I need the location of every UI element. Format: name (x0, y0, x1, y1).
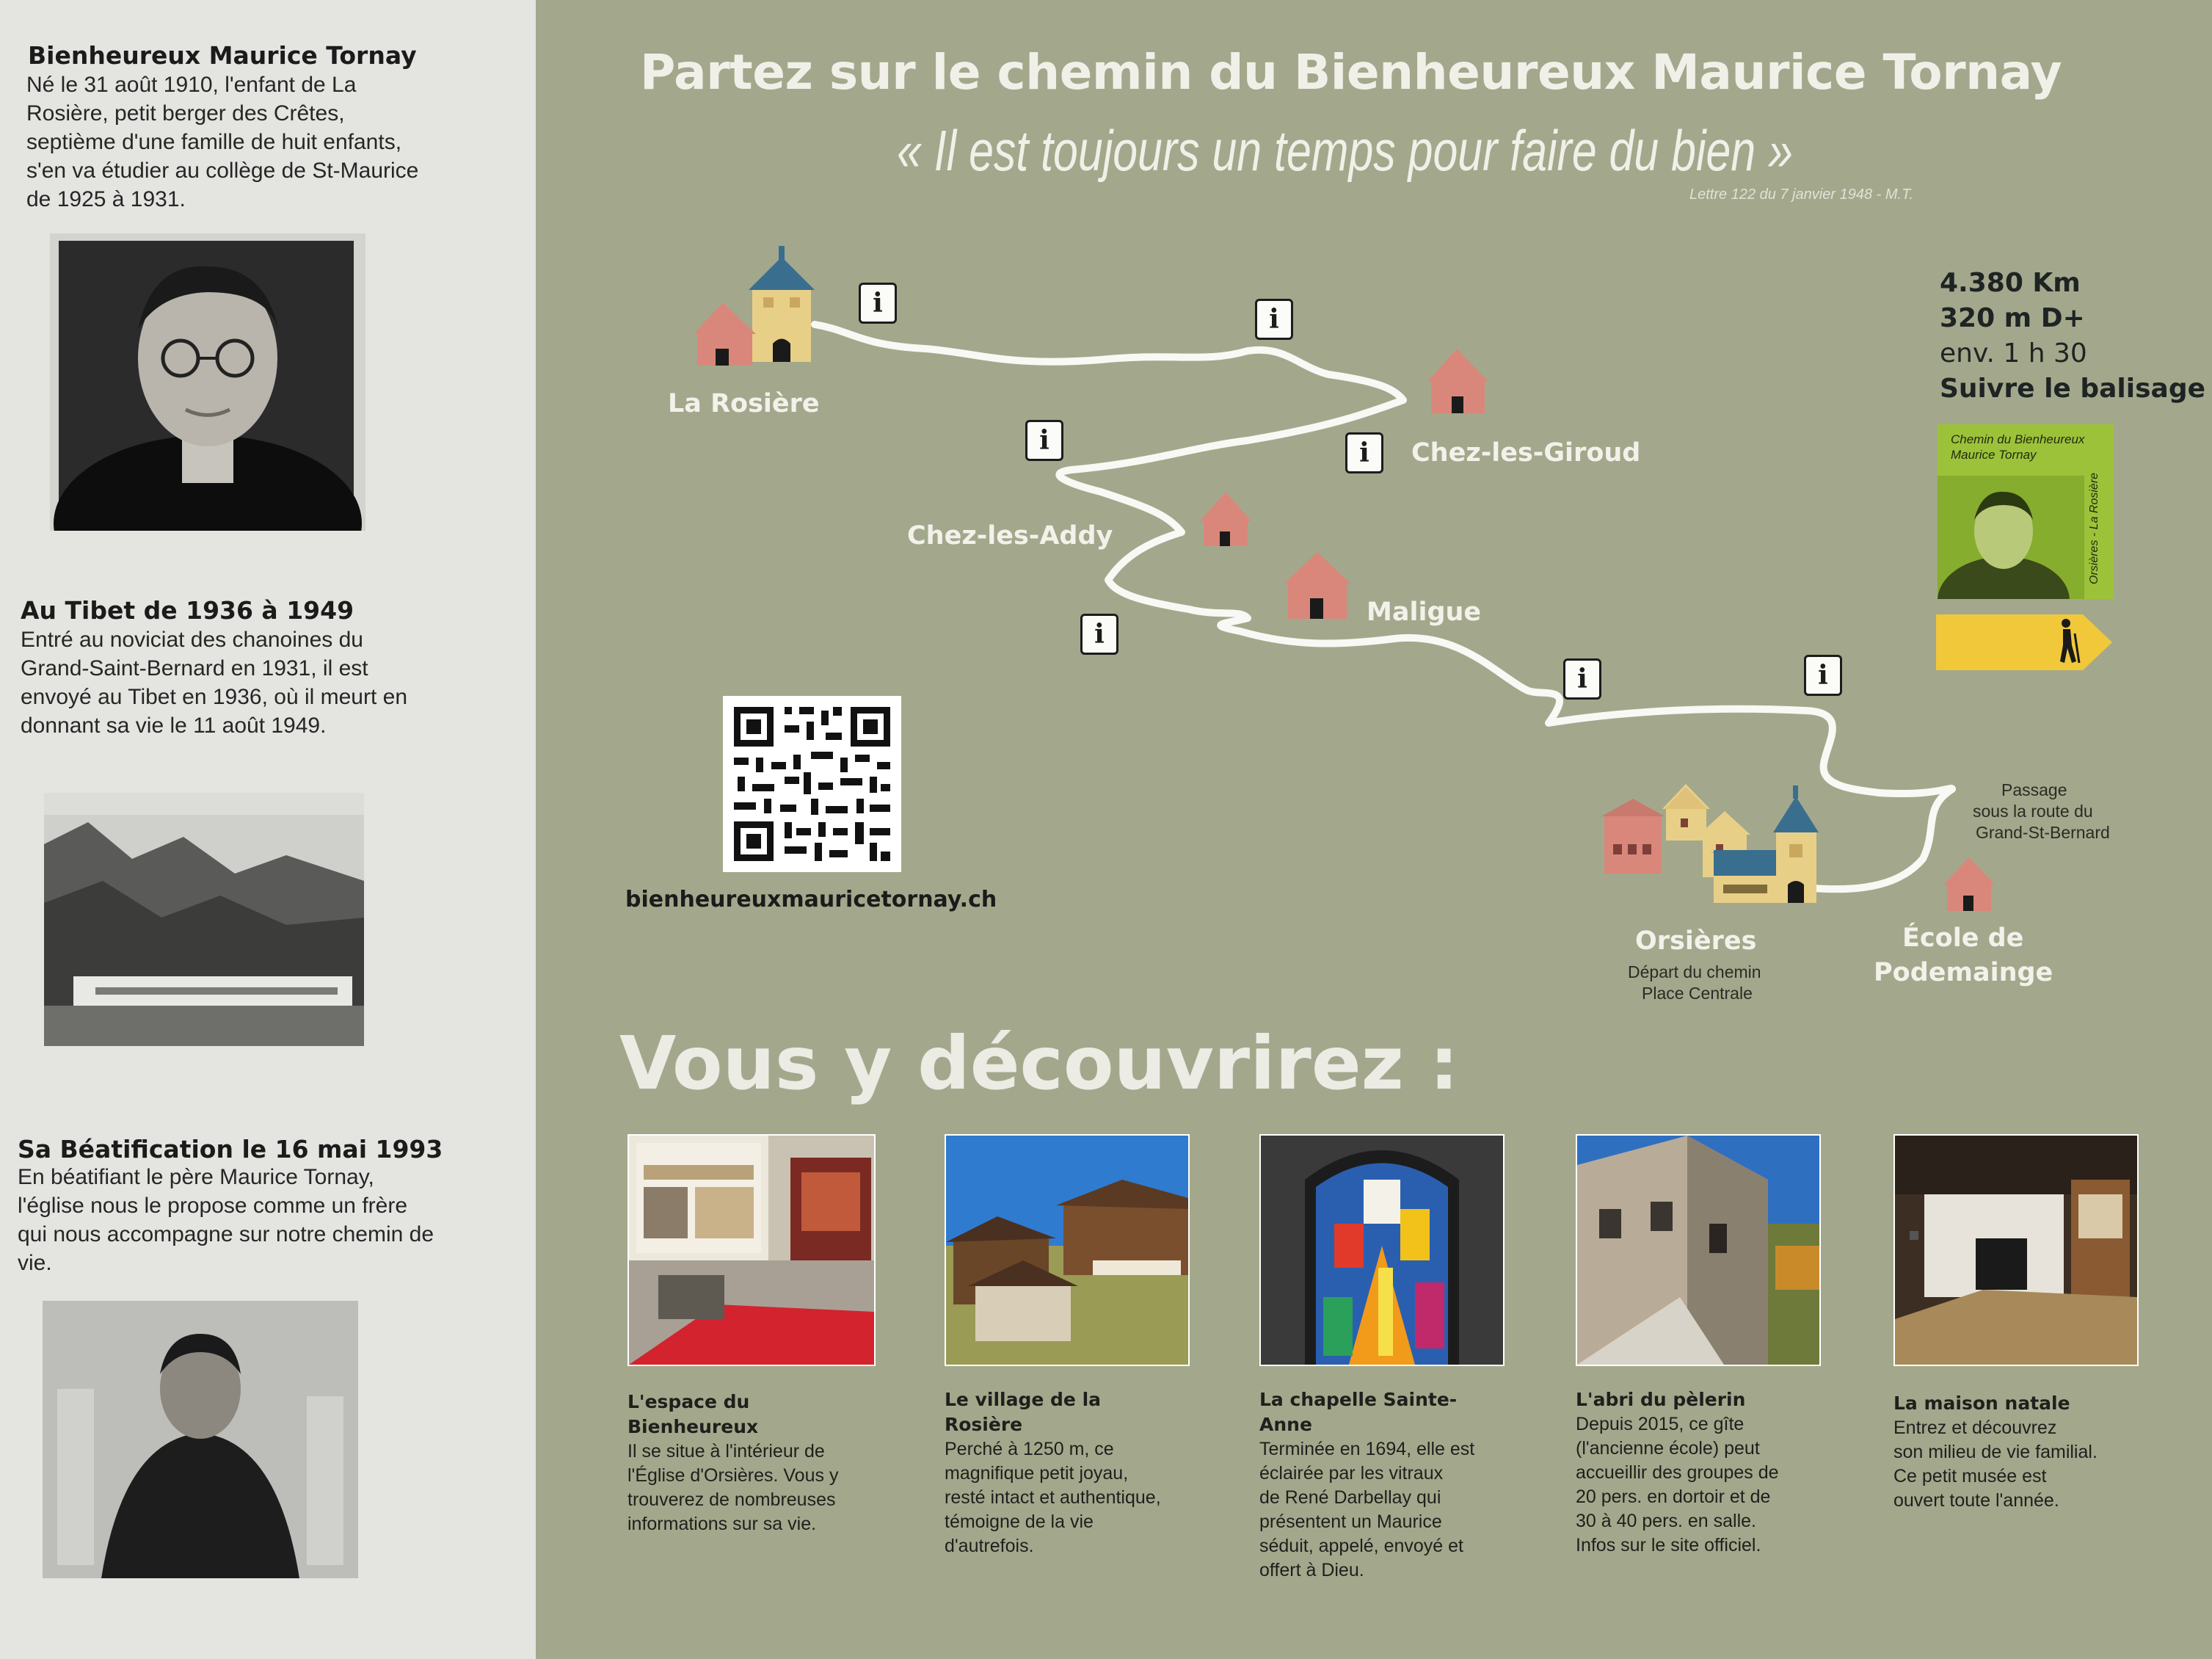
caption-title: Bienheureux (627, 1416, 759, 1437)
caption-line: 20 pers. en dortoir et de (1576, 1486, 1771, 1507)
route-follow: Suivre le balisage (1940, 374, 2206, 404)
info-icon[interactable]: i (1080, 614, 1118, 655)
left-panel (0, 0, 536, 1659)
caption-title: L'espace du (627, 1391, 750, 1412)
portrait-photo (50, 233, 365, 531)
tibet-text: Entré au noviciat des chanoines du Grand-Saint-Bernard en 1931, il est envoyé au Tibet en 1936, où il meurt en donnant sa vie le 11 août 1949. (21, 628, 408, 738)
caption-title: Le village de la (945, 1389, 1102, 1410)
caption-line: son milieu de vie familial. (1893, 1442, 2098, 1462)
caption-line: Ce petit musée est (1893, 1466, 2047, 1486)
page-quote: « Il est toujours un temps pour faire du bien » (897, 118, 1793, 183)
info-icon[interactable]: i (1563, 658, 1601, 700)
photo-village (945, 1134, 1190, 1366)
tibet-title: Au Tibet de 1936 à 1949 (21, 596, 354, 625)
caption-title: L'abri du pèlerin (1576, 1389, 1746, 1410)
place-label-chez-les-addy: Chez-les-Addy (907, 521, 1113, 551)
page-title: Partez sur le chemin du Bienheureux Maurice Tornay (640, 44, 2062, 101)
tibet-photo (44, 793, 364, 1046)
caption-title: La maison natale (1893, 1393, 2070, 1414)
caption-espace (627, 1390, 870, 1536)
place-label-la-rosiere: La Rosière (668, 389, 820, 418)
caption-line: témoigne de la vie (945, 1511, 1094, 1532)
la-rosiere-house (694, 302, 756, 366)
chez-les-addy-house (1200, 492, 1251, 546)
caption-abri (1576, 1387, 1825, 1558)
place-label-ecole: École de (1902, 923, 2024, 953)
trail-sign-line1: Chemin du Bienheureux (1951, 432, 2085, 446)
photo-espace (627, 1134, 876, 1366)
caption-line: Entrez et découvrez (1893, 1417, 2057, 1438)
maligue-house (1284, 552, 1350, 619)
caption-line: 30 à 40 pers. en salle. (1576, 1511, 1756, 1531)
beatification-title: Sa Béatification le 16 mai 1993 (18, 1135, 443, 1164)
info-icon[interactable]: i (1255, 299, 1293, 340)
caption-line: Perché à 1250 m, ce (945, 1439, 1114, 1459)
info-icon[interactable]: i (859, 283, 897, 324)
caption-line: accueillir des groupes de (1576, 1462, 1779, 1483)
trail-sign-portrait (1938, 476, 2084, 599)
photo-chapelle (1259, 1134, 1505, 1366)
caption-line: ouvert toute l'année. (1893, 1490, 2059, 1511)
ecole-podemainge-house (1943, 857, 1995, 911)
place-label-orsieres: Orsières (1635, 926, 1757, 956)
place-label-maligue: Maligue (1367, 598, 1482, 627)
quote-source: Lettre 122 du 7 janvier 1948 - M.T. (1689, 186, 1913, 203)
caption-line: présentent un Maurice (1259, 1511, 1442, 1532)
orsieres-village (1601, 784, 1819, 903)
caption-line: resté intact et authentique, (945, 1487, 1161, 1508)
caption-maison (1893, 1391, 2143, 1513)
caption-village (945, 1387, 1187, 1558)
info-icon[interactable]: i (1345, 432, 1383, 473)
route-elevation: 320 m D+ (1940, 303, 2085, 333)
caption-line: (l'ancienne école) peut (1576, 1438, 1760, 1459)
photo-abri (1576, 1134, 1821, 1366)
la-rosiere-church (749, 246, 815, 362)
caption-line: Depuis 2015, ce gîte (1576, 1414, 1745, 1434)
chez-les-giroud-house (1427, 349, 1488, 413)
trail-sign (1938, 424, 2114, 599)
photo-maison (1893, 1134, 2139, 1366)
caption-title: La chapelle Sainte- (1259, 1389, 1458, 1410)
caption-line: trouverez de nombreuses (627, 1489, 836, 1510)
caption-line: Terminée en 1694, elle est (1259, 1439, 1475, 1459)
caption-line: informations sur sa vie. (627, 1514, 817, 1534)
trail-arrow (1936, 613, 2114, 672)
route-distance: 4.380 Km (1940, 268, 2081, 298)
caption-title: Rosière (945, 1414, 1023, 1435)
place-label-podemainge: Podemainge (1874, 958, 2053, 987)
beatification-image (43, 1301, 358, 1578)
caption-line: l'Église d'Orsières. Vous y (627, 1465, 839, 1486)
caption-line: offert à Dieu. (1259, 1560, 1364, 1580)
qr-code[interactable] (723, 696, 901, 872)
bio-text: Né le 31 août 1910, l'enfant de La Rosière, petit berger des Crêtes, septième d'une famille de huit enfants, s'en va étudier au collège de St-Maurice de 1925 à 1931. (26, 73, 419, 211)
caption-title: Anne (1259, 1414, 1312, 1435)
passage-note: sous la route du (1973, 802, 2093, 821)
caption-line: d'autrefois. (945, 1536, 1034, 1556)
caption-line: séduit, appelé, envoyé et (1259, 1536, 1463, 1556)
beatification-text: En béatifiant le père Maurice Tornay, l'église nous le propose comme un frère qui nous accompagne sur notre chemin de vie. (18, 1165, 434, 1275)
caption-line: Infos sur le site officiel. (1576, 1535, 1761, 1555)
caption-line: de René Darbellay qui (1259, 1487, 1441, 1508)
caption-line: Il se situe à l'intérieur de (627, 1441, 825, 1462)
trail-sign-line2: Maurice Tornay (1951, 448, 2037, 462)
info-icon[interactable]: i (1025, 420, 1063, 461)
orsieres-subtitle: Place Centrale (1642, 984, 1753, 1003)
caption-line: éclairée par les vitraux (1259, 1463, 1444, 1484)
orsieres-subtitle: Départ du chemin (1628, 962, 1761, 981)
website-link[interactable]: bienheureuxmauricetornay.ch (625, 887, 997, 912)
passage-note: Grand-St-Bernard (1976, 823, 2110, 842)
passage-note: Passage (2001, 780, 2067, 799)
caption-line: magnifique petit joyau, (945, 1463, 1129, 1484)
trail-sign-vertical: Orsières - La Rosière (2088, 472, 2100, 584)
place-label-chez-les-giroud: Chez-les-Giroud (1411, 438, 1641, 468)
bio-title: Bienheureux Maurice Tornay (28, 41, 417, 70)
discover-title: Vous y découvrirez : (619, 1020, 1459, 1106)
info-icon[interactable]: i (1804, 655, 1842, 696)
route-duration: env. 1 h 30 (1940, 338, 2087, 369)
caption-chapelle (1259, 1387, 1509, 1583)
